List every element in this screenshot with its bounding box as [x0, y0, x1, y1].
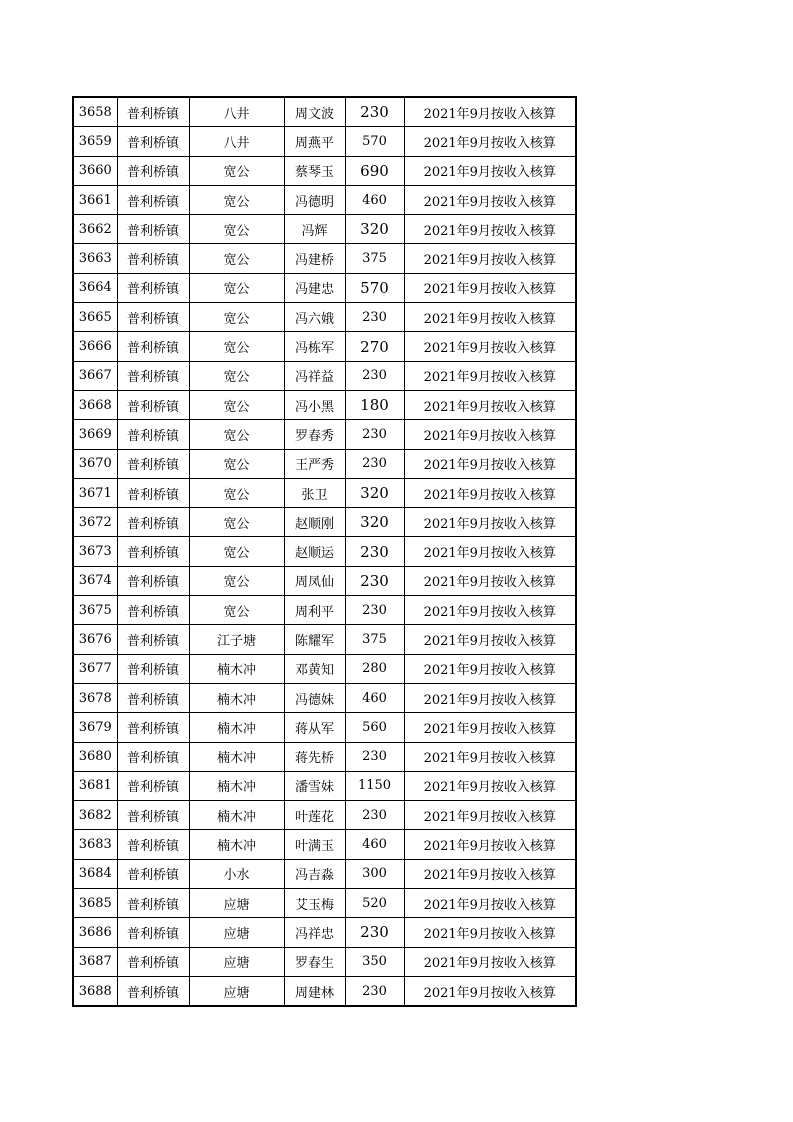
row-village-cell: 宽公 — [189, 156, 284, 185]
row-name-cell: 周建林 — [284, 976, 345, 1006]
table-row — [73, 976, 576, 1006]
table-row — [73, 508, 576, 537]
row-id-cell: 3661 — [73, 185, 117, 214]
table-row — [73, 127, 576, 156]
row-town-cell: 普利桥镇 — [117, 889, 189, 918]
row-town-cell: 普利桥镇 — [117, 683, 189, 712]
row-name-cell: 叶莲花 — [284, 801, 345, 830]
table-row — [73, 713, 576, 742]
row-amount-cell: 320 — [345, 508, 404, 537]
row-village-cell: 楠木冲 — [189, 713, 284, 742]
row-note-cell: 2021年9月按收入核算 — [404, 449, 576, 478]
table-row — [73, 771, 576, 800]
row-town-cell: 普利桥镇 — [117, 771, 189, 800]
row-village-cell: 宽公 — [189, 420, 284, 449]
row-name-cell: 罗春秀 — [284, 420, 345, 449]
row-note-cell: 2021年9月按收入核算 — [404, 889, 576, 918]
row-town-cell: 普利桥镇 — [117, 244, 189, 273]
row-amount-cell: 300 — [345, 859, 404, 888]
row-note-cell: 2021年9月按收入核算 — [404, 185, 576, 214]
table-row — [73, 683, 576, 712]
row-note-cell: 2021年9月按收入核算 — [404, 742, 576, 771]
row-note-cell: 2021年9月按收入核算 — [404, 390, 576, 419]
row-note-cell: 2021年9月按收入核算 — [404, 361, 576, 390]
row-id-cell: 3688 — [73, 976, 117, 1006]
row-note-cell: 2021年9月按收入核算 — [404, 537, 576, 566]
row-name-cell: 王严秀 — [284, 449, 345, 478]
row-id-cell: 3665 — [73, 303, 117, 332]
row-name-cell: 冯栋军 — [284, 332, 345, 361]
table-row — [73, 244, 576, 273]
row-village-cell: 八井 — [189, 97, 284, 127]
row-amount-cell: 230 — [345, 976, 404, 1006]
row-name-cell: 周文波 — [284, 97, 345, 127]
row-town-cell: 普利桥镇 — [117, 625, 189, 654]
row-amount-cell: 230 — [345, 449, 404, 478]
row-amount-cell: 230 — [345, 303, 404, 332]
row-town-cell: 普利桥镇 — [117, 654, 189, 683]
row-note-cell: 2021年9月按收入核算 — [404, 156, 576, 185]
row-town-cell: 普利桥镇 — [117, 332, 189, 361]
table-row — [73, 273, 576, 302]
row-village-cell: 楠木冲 — [189, 771, 284, 800]
row-name-cell: 冯辉 — [284, 215, 345, 244]
row-town-cell: 普利桥镇 — [117, 303, 189, 332]
row-amount-cell: 1150 — [345, 771, 404, 800]
row-town-cell: 普利桥镇 — [117, 273, 189, 302]
row-note-cell: 2021年9月按收入核算 — [404, 918, 576, 947]
row-village-cell: 宽公 — [189, 390, 284, 419]
row-village-cell: 宽公 — [189, 185, 284, 214]
row-id-cell: 3668 — [73, 390, 117, 419]
row-note-cell: 2021年9月按收入核算 — [404, 976, 576, 1006]
row-town-cell: 普利桥镇 — [117, 596, 189, 625]
row-id-cell: 3669 — [73, 420, 117, 449]
table-row — [73, 654, 576, 683]
row-name-cell: 冯建桥 — [284, 244, 345, 273]
row-amount-cell: 460 — [345, 830, 404, 859]
row-id-cell: 3663 — [73, 244, 117, 273]
row-amount-cell: 560 — [345, 713, 404, 742]
row-town-cell: 普利桥镇 — [117, 390, 189, 419]
row-name-cell: 周燕平 — [284, 127, 345, 156]
row-amount-cell: 230 — [345, 566, 404, 595]
row-name-cell: 蒋先桥 — [284, 742, 345, 771]
row-village-cell: 楠木冲 — [189, 654, 284, 683]
table-row — [73, 889, 576, 918]
row-id-cell: 3684 — [73, 859, 117, 888]
row-town-cell: 普利桥镇 — [117, 801, 189, 830]
row-id-cell: 3681 — [73, 771, 117, 800]
row-note-cell: 2021年9月按收入核算 — [404, 566, 576, 595]
row-village-cell: 宽公 — [189, 596, 284, 625]
table-row — [73, 332, 576, 361]
row-town-cell: 普利桥镇 — [117, 156, 189, 185]
table-row — [73, 97, 576, 127]
table-row — [73, 420, 576, 449]
row-village-cell: 宽公 — [189, 332, 284, 361]
row-id-cell: 3673 — [73, 537, 117, 566]
row-name-cell: 冯祥益 — [284, 361, 345, 390]
row-note-cell: 2021年9月按收入核算 — [404, 713, 576, 742]
row-note-cell: 2021年9月按收入核算 — [404, 654, 576, 683]
row-id-cell: 3679 — [73, 713, 117, 742]
row-name-cell: 叶满玉 — [284, 830, 345, 859]
row-id-cell: 3677 — [73, 654, 117, 683]
records-table-body — [73, 97, 576, 1006]
row-town-cell: 普利桥镇 — [117, 420, 189, 449]
row-name-cell: 周利平 — [284, 596, 345, 625]
row-name-cell: 蔡琴玉 — [284, 156, 345, 185]
row-note-cell: 2021年9月按收入核算 — [404, 625, 576, 654]
row-amount-cell: 350 — [345, 947, 404, 976]
table-row — [73, 361, 576, 390]
row-note-cell: 2021年9月按收入核算 — [404, 303, 576, 332]
row-name-cell: 周凤仙 — [284, 566, 345, 595]
row-town-cell: 普利桥镇 — [117, 449, 189, 478]
row-village-cell: 宽公 — [189, 244, 284, 273]
row-id-cell: 3685 — [73, 889, 117, 918]
row-name-cell: 罗春生 — [284, 947, 345, 976]
row-amount-cell: 320 — [345, 478, 404, 507]
row-name-cell: 冯建忠 — [284, 273, 345, 302]
row-name-cell: 潘雪妹 — [284, 771, 345, 800]
row-town-cell: 普利桥镇 — [117, 566, 189, 595]
table-row — [73, 478, 576, 507]
table-row — [73, 801, 576, 830]
row-note-cell: 2021年9月按收入核算 — [404, 97, 576, 127]
row-village-cell: 楠木冲 — [189, 683, 284, 712]
row-town-cell: 普利桥镇 — [117, 976, 189, 1006]
row-amount-cell: 320 — [345, 215, 404, 244]
row-note-cell: 2021年9月按收入核算 — [404, 273, 576, 302]
row-id-cell: 3672 — [73, 508, 117, 537]
row-village-cell: 江子塘 — [189, 625, 284, 654]
row-id-cell: 3671 — [73, 478, 117, 507]
row-name-cell: 蒋从军 — [284, 713, 345, 742]
row-name-cell: 冯祥忠 — [284, 918, 345, 947]
row-village-cell: 宽公 — [189, 537, 284, 566]
row-id-cell: 3687 — [73, 947, 117, 976]
row-town-cell: 普利桥镇 — [117, 97, 189, 127]
table-row — [73, 947, 576, 976]
row-id-cell: 3662 — [73, 215, 117, 244]
row-amount-cell: 230 — [345, 742, 404, 771]
row-village-cell: 应塘 — [189, 918, 284, 947]
row-town-cell: 普利桥镇 — [117, 830, 189, 859]
row-village-cell: 应塘 — [189, 889, 284, 918]
table-row — [73, 156, 576, 185]
row-town-cell: 普利桥镇 — [117, 478, 189, 507]
row-note-cell: 2021年9月按收入核算 — [404, 771, 576, 800]
row-village-cell: 楠木冲 — [189, 742, 284, 771]
row-id-cell: 3660 — [73, 156, 117, 185]
row-note-cell: 2021年9月按收入核算 — [404, 508, 576, 537]
row-village-cell: 宽公 — [189, 303, 284, 332]
row-town-cell: 普利桥镇 — [117, 918, 189, 947]
row-amount-cell: 230 — [345, 97, 404, 127]
row-village-cell: 宽公 — [189, 215, 284, 244]
row-village-cell: 宽公 — [189, 361, 284, 390]
row-amount-cell: 375 — [345, 625, 404, 654]
row-village-cell: 宽公 — [189, 566, 284, 595]
row-id-cell: 3658 — [73, 97, 117, 127]
row-note-cell: 2021年9月按收入核算 — [404, 596, 576, 625]
table-row — [73, 625, 576, 654]
row-town-cell: 普利桥镇 — [117, 537, 189, 566]
row-town-cell: 普利桥镇 — [117, 215, 189, 244]
row-name-cell: 冯小黑 — [284, 390, 345, 419]
row-name-cell: 冯德妹 — [284, 683, 345, 712]
row-name-cell: 张卫 — [284, 478, 345, 507]
row-name-cell: 冯德明 — [284, 185, 345, 214]
row-village-cell: 宽公 — [189, 273, 284, 302]
table-row — [73, 449, 576, 478]
table-row — [73, 596, 576, 625]
row-amount-cell: 460 — [345, 185, 404, 214]
table-row — [73, 918, 576, 947]
table-row — [73, 859, 576, 888]
row-note-cell: 2021年9月按收入核算 — [404, 683, 576, 712]
row-note-cell: 2021年9月按收入核算 — [404, 215, 576, 244]
row-name-cell: 赵顺运 — [284, 537, 345, 566]
row-amount-cell: 570 — [345, 273, 404, 302]
row-town-cell: 普利桥镇 — [117, 185, 189, 214]
row-village-cell: 楠木冲 — [189, 830, 284, 859]
row-amount-cell: 230 — [345, 420, 404, 449]
table-row — [73, 390, 576, 419]
row-village-cell: 应塘 — [189, 947, 284, 976]
row-note-cell: 2021年9月按收入核算 — [404, 127, 576, 156]
row-note-cell: 2021年9月按收入核算 — [404, 947, 576, 976]
row-amount-cell: 180 — [345, 390, 404, 419]
row-note-cell: 2021年9月按收入核算 — [404, 420, 576, 449]
row-amount-cell: 230 — [345, 596, 404, 625]
table-row — [73, 830, 576, 859]
row-amount-cell: 230 — [345, 537, 404, 566]
row-amount-cell: 230 — [345, 918, 404, 947]
table-row — [73, 215, 576, 244]
row-id-cell: 3667 — [73, 361, 117, 390]
row-town-cell: 普利桥镇 — [117, 947, 189, 976]
row-note-cell: 2021年9月按收入核算 — [404, 244, 576, 273]
row-village-cell: 应塘 — [189, 976, 284, 1006]
row-amount-cell: 520 — [345, 889, 404, 918]
row-village-cell: 八井 — [189, 127, 284, 156]
row-id-cell: 3659 — [73, 127, 117, 156]
row-town-cell: 普利桥镇 — [117, 361, 189, 390]
document-sheet — [72, 96, 577, 1007]
table-row — [73, 537, 576, 566]
row-name-cell: 冯吉淼 — [284, 859, 345, 888]
row-note-cell: 2021年9月按收入核算 — [404, 859, 576, 888]
row-village-cell: 宽公 — [189, 508, 284, 537]
records-table — [72, 96, 577, 1007]
row-town-cell: 普利桥镇 — [117, 713, 189, 742]
table-row — [73, 185, 576, 214]
table-row — [73, 742, 576, 771]
row-note-cell: 2021年9月按收入核算 — [404, 332, 576, 361]
row-id-cell: 3682 — [73, 801, 117, 830]
row-village-cell: 楠木冲 — [189, 801, 284, 830]
row-note-cell: 2021年9月按收入核算 — [404, 478, 576, 507]
row-id-cell: 3676 — [73, 625, 117, 654]
row-town-cell: 普利桥镇 — [117, 508, 189, 537]
table-row — [73, 303, 576, 332]
row-village-cell: 宽公 — [189, 478, 284, 507]
table-row — [73, 566, 576, 595]
row-amount-cell: 230 — [345, 361, 404, 390]
row-name-cell: 邓黄知 — [284, 654, 345, 683]
row-amount-cell: 690 — [345, 156, 404, 185]
row-amount-cell: 270 — [345, 332, 404, 361]
row-id-cell: 3666 — [73, 332, 117, 361]
row-village-cell: 小水 — [189, 859, 284, 888]
row-id-cell: 3683 — [73, 830, 117, 859]
row-id-cell: 3674 — [73, 566, 117, 595]
row-town-cell: 普利桥镇 — [117, 859, 189, 888]
row-amount-cell: 280 — [345, 654, 404, 683]
row-id-cell: 3680 — [73, 742, 117, 771]
row-id-cell: 3686 — [73, 918, 117, 947]
row-note-cell: 2021年9月按收入核算 — [404, 830, 576, 859]
row-town-cell: 普利桥镇 — [117, 127, 189, 156]
row-id-cell: 3675 — [73, 596, 117, 625]
row-village-cell: 宽公 — [189, 449, 284, 478]
row-note-cell: 2021年9月按收入核算 — [404, 801, 576, 830]
row-amount-cell: 570 — [345, 127, 404, 156]
row-town-cell: 普利桥镇 — [117, 742, 189, 771]
row-amount-cell: 375 — [345, 244, 404, 273]
row-amount-cell: 230 — [345, 801, 404, 830]
row-id-cell: 3670 — [73, 449, 117, 478]
row-amount-cell: 460 — [345, 683, 404, 712]
row-name-cell: 冯六娥 — [284, 303, 345, 332]
row-id-cell: 3678 — [73, 683, 117, 712]
row-name-cell: 赵顺刚 — [284, 508, 345, 537]
row-name-cell: 艾玉梅 — [284, 889, 345, 918]
row-name-cell: 陈耀军 — [284, 625, 345, 654]
row-id-cell: 3664 — [73, 273, 117, 302]
